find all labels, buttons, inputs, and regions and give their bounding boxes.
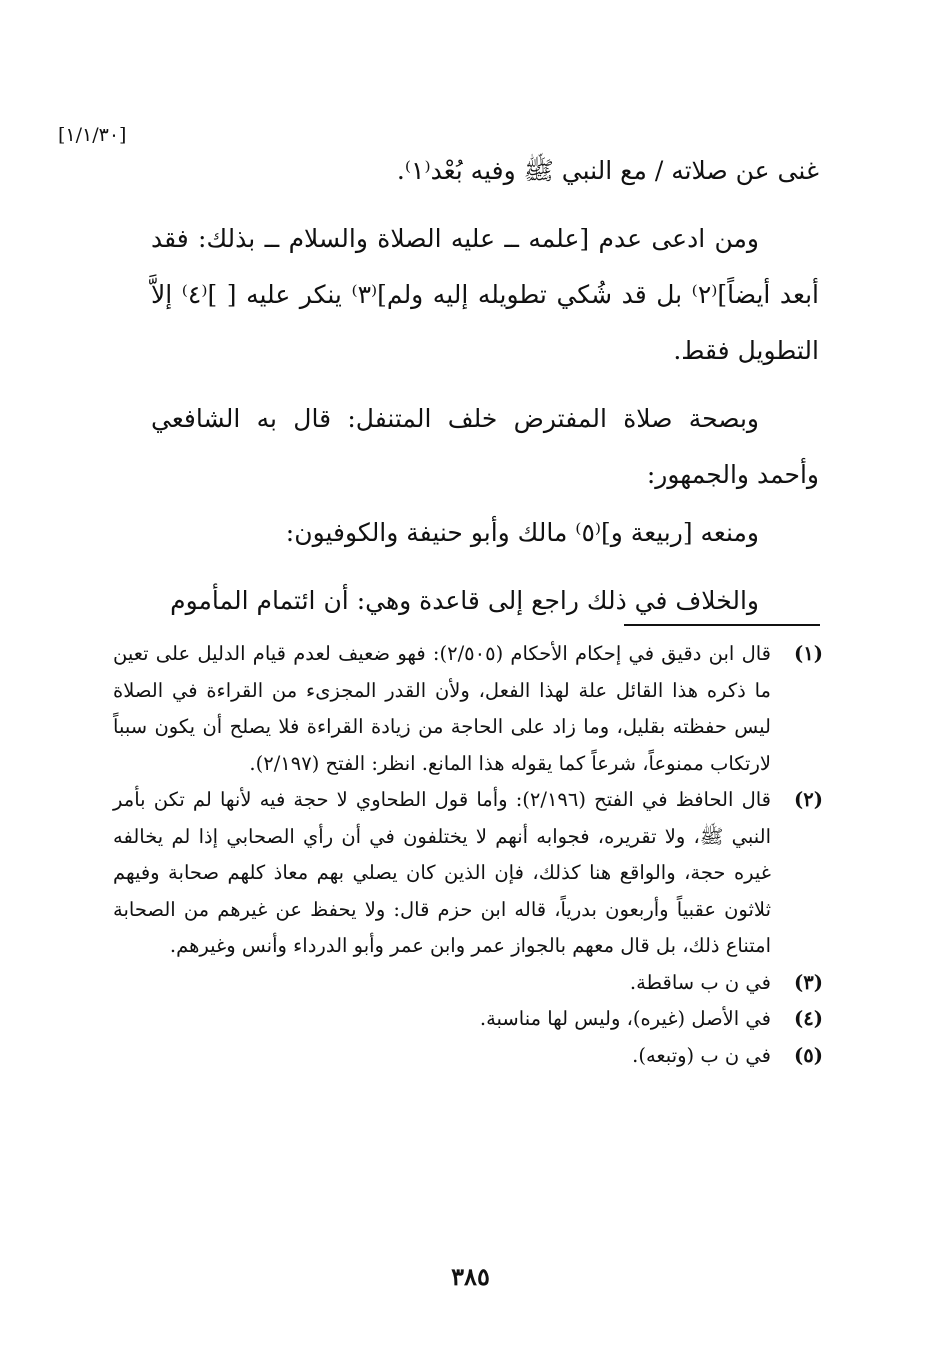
footnote-separator xyxy=(624,624,820,626)
footnote-3 xyxy=(113,965,823,1002)
main-text-line-1: غنى عن صلاته / مع النبي ﷺ وفيه بُعْد⁽١⁾. xyxy=(396,156,819,185)
footnote-number: (٢) xyxy=(794,788,823,811)
footnote-text: في ن ب ساقطة. xyxy=(629,970,771,994)
footnote-number: (٥) xyxy=(794,1043,823,1067)
footnote-number: (٤) xyxy=(794,1007,823,1030)
footnote-number: (١) xyxy=(794,642,823,665)
main-paragraph-4: والخلاف في ذلك راجع إلى قاعدة وهي: أن ائتمام المأموم xyxy=(170,586,759,615)
main-paragraph-2: وبصحة صلاة المفترض خلف المتنفل: قال به الشافعي وأحمد والجمهور: xyxy=(151,404,819,489)
footnote-text: في ن ب (وتبعه). xyxy=(632,1043,771,1067)
footnote-text: قال ابن دقيق في إحكام الأحكام (٢/٥٠٥): فهو ضعيف لعدم قيام الدليل على تعين ما ذكره هذا القائل علة لهذا الفعل، ولأن القدر المجزىء من القراءة في الصلاة ليس حفظته بقليل، وما زاد على الحاجة من زيادة القراءة فلا يصلح أن يكون سبباً لارتكاب ممنوعاً، شرعاً كما يقوله هذا المانع. انظر: الفتح (٢/١٩٧). xyxy=(113,642,772,775)
footnote-text: قال الحافظ في الفتح (٢/١٩٦): وأما قول الطحاوي لا حجة فيه لأنها لم تكن بأمر النبي ﷺ، ولا تقريره، فجوابه أنهم لا يختلفون في أن رأي الصحابي إذا لم يخالفه غيره حجة، والواقع هنا كذلك، فإن الذين كان يصلي بهم معاذ كلهم صحابة وفيهم ثلاثون عقبياً وأربعون بدرياً، قاله ابن حزم قال: ولا يحفظ عن غيرهم من الصحابة امتناع ذلك، بل قال معهم بالجواز عمر وابن عمر وأبو الدرداء وأنس وغيرهم. xyxy=(113,788,771,957)
footnote-text: في الأصل (غيره)، وليس لها مناسبة. xyxy=(479,1007,771,1030)
footnote-2 xyxy=(113,782,823,965)
main-paragraph-1: ومن ادعى عدم [علمه ــ عليه الصلاة والسلام ــ بذلك: فقد أبعد أيضاً]⁽٢⁾ بل قد شُكي تطويله إليه ولم]⁽٣⁾ ينكر عليه [ ]⁽٤⁾ إلاَّ التطويل فقط. xyxy=(151,224,819,365)
footnote-number: (٣) xyxy=(794,970,823,994)
footnote-4 xyxy=(113,1001,823,1038)
page-number: ٣٨٥ xyxy=(451,1262,490,1291)
footnote-5 xyxy=(113,1038,823,1075)
main-paragraph-3: ومنعه [ربيعة و]⁽٥⁾ مالك وأبو حنيفة والكوفيون: xyxy=(285,518,759,547)
footnotes xyxy=(113,636,823,1074)
footnote-1 xyxy=(113,636,823,782)
manuscript-reference: [١/١/٣٠] xyxy=(58,124,127,146)
